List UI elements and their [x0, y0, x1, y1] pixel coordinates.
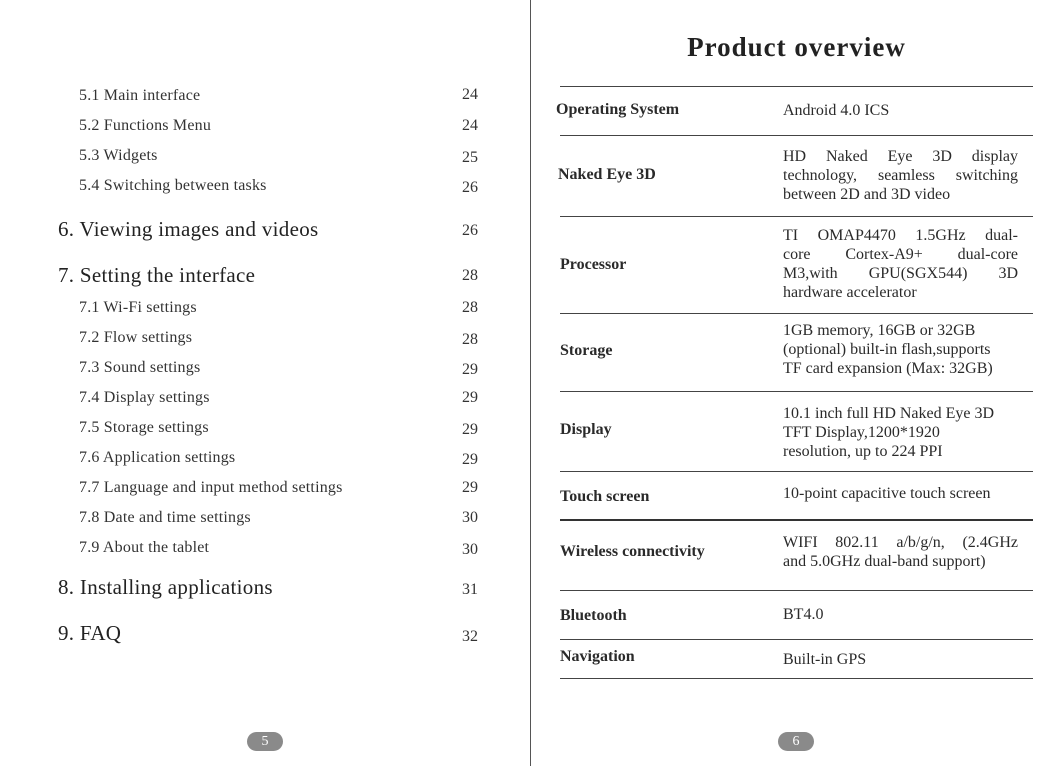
toc-entry-page: 30 [462, 509, 478, 526]
toc-entry-page: 29 [462, 421, 478, 438]
toc-entry-label: 7.6 Application settings [79, 449, 236, 466]
toc-chapter-label: 6. Viewing images and videos [58, 217, 319, 241]
toc-entry-page: 24 [462, 86, 478, 103]
spec-value-line: 10.1 inch full HD Naked Eye 3D [783, 405, 995, 422]
spec-value-line: BT4.0 [783, 606, 824, 623]
spec-label-wireless-connectivity: Wireless connectivity [560, 543, 705, 560]
spec-value-line: Built-in GPS [783, 651, 867, 668]
table-divider [560, 590, 1033, 591]
spec-value-line: and 5.0GHz dual-band support) [783, 553, 986, 570]
spec-value-line: core Cortex-A9+ dual-core [783, 246, 1018, 263]
table-divider [560, 639, 1033, 640]
spec-value-line: 10-point capacitive touch screen [783, 485, 991, 502]
toc-entry-page: 29 [462, 361, 478, 378]
page-number-badge: 6 [778, 732, 814, 751]
spec-label-bluetooth: Bluetooth [560, 607, 627, 624]
spec-value-touch-screen [783, 484, 990, 503]
spec-value-line: hardware accelerator [783, 284, 917, 301]
spec-value-line: WIFI 802.11 a/b/g/n, (2.4GHz [783, 534, 1018, 551]
spec-label-navigation: Navigation [560, 648, 635, 665]
spec-value-line: 1GB memory, 16GB or 32GB [783, 322, 976, 339]
spec-value-navigation [783, 650, 866, 669]
toc-entry-page: 30 [462, 541, 478, 558]
toc-entry-label: 7.8 Date and time settings [79, 509, 251, 526]
page-number-badge: 5 [247, 732, 283, 751]
spec-value-line: M3,with GPU(SGX544) 3D [783, 265, 1018, 282]
spec-value-storage [783, 321, 993, 378]
table-divider [560, 216, 1033, 217]
spec-value-line: TI OMAP4470 1.5GHz dual- [783, 227, 1018, 244]
table-divider [560, 86, 1033, 87]
table-divider [560, 519, 1033, 521]
spec-label-display: Display [560, 421, 612, 438]
spec-value-naked-eye-3d [783, 147, 1018, 204]
toc-chapter-label: 7. Setting the interface [58, 263, 256, 287]
spec-value-operating-system [783, 101, 889, 120]
spec-label-naked-eye-3d: Naked Eye 3D [558, 166, 656, 183]
toc-chapter-page: 26 [462, 222, 478, 239]
spec-value-processor [783, 226, 1018, 302]
toc-page [0, 0, 530, 766]
spec-value-bluetooth [783, 605, 823, 624]
toc-chapter-page: 32 [462, 628, 478, 645]
toc-entry-page: 24 [462, 117, 478, 134]
toc-entry-label: 7.7 Language and input method settings [79, 479, 343, 496]
table-divider [560, 391, 1033, 392]
spec-value-line: technology, seamless switching [783, 167, 1018, 184]
toc-entry-label: 5.3 Widgets [79, 147, 158, 164]
toc-entry-label: 7.4 Display settings [79, 389, 210, 406]
spec-label-storage: Storage [560, 342, 613, 359]
toc-entry-page: 28 [462, 299, 478, 316]
toc-chapter-page: 31 [462, 581, 478, 598]
toc-entry-page: 25 [462, 149, 478, 166]
page-title: Product overview [687, 32, 906, 62]
toc-entry-label: 5.2 Functions Menu [79, 117, 212, 134]
spec-value-line: (optional) built-in flash,supports [783, 341, 991, 358]
spec-value-line: HD Naked Eye 3D display [783, 148, 1018, 165]
toc-chapter-label: 8. Installing applications [58, 575, 273, 599]
table-divider [560, 135, 1033, 136]
spec-value-line: TFT Display,1200*1920 [783, 424, 940, 441]
table-divider [560, 313, 1033, 314]
spec-value-wireless-connectivity [783, 533, 1018, 571]
toc-entry-page: 29 [462, 451, 478, 468]
toc-entry-page: 29 [462, 389, 478, 406]
spec-value-line: resolution, up to 224 PPI [783, 443, 943, 460]
toc-entry-label: 5.4 Switching between tasks [79, 177, 267, 194]
toc-entry-label: 7.2 Flow settings [79, 329, 193, 346]
spec-label-processor: Processor [560, 256, 627, 273]
toc-entry-page: 29 [462, 479, 478, 496]
spec-value-display [783, 404, 994, 461]
spec-value-line: TF card expansion (Max: 32GB) [783, 360, 993, 377]
toc-entry-label: 7.1 Wi-Fi settings [79, 299, 197, 316]
table-divider [560, 471, 1033, 472]
toc-entry-page: 26 [462, 179, 478, 196]
toc-entry-label: 7.3 Sound settings [79, 359, 201, 376]
toc-chapter-page: 28 [462, 267, 478, 284]
toc-entry-page: 28 [462, 331, 478, 348]
product-overview-page [531, 0, 1062, 766]
toc-entry-label: 7.5 Storage settings [79, 419, 209, 436]
table-divider [560, 678, 1033, 679]
toc-chapter-label: 9. FAQ [58, 621, 122, 645]
spec-label-operating-system: Operating System [556, 101, 680, 118]
toc-entry-label: 7.9 About the tablet [79, 539, 210, 556]
spec-value-line: between 2D and 3D video [783, 186, 951, 203]
spec-value-line: Android 4.0 ICS [783, 102, 890, 119]
toc-entry-label: 5.1 Main interface [79, 87, 201, 104]
spec-label-touch-screen: Touch screen [560, 488, 650, 505]
